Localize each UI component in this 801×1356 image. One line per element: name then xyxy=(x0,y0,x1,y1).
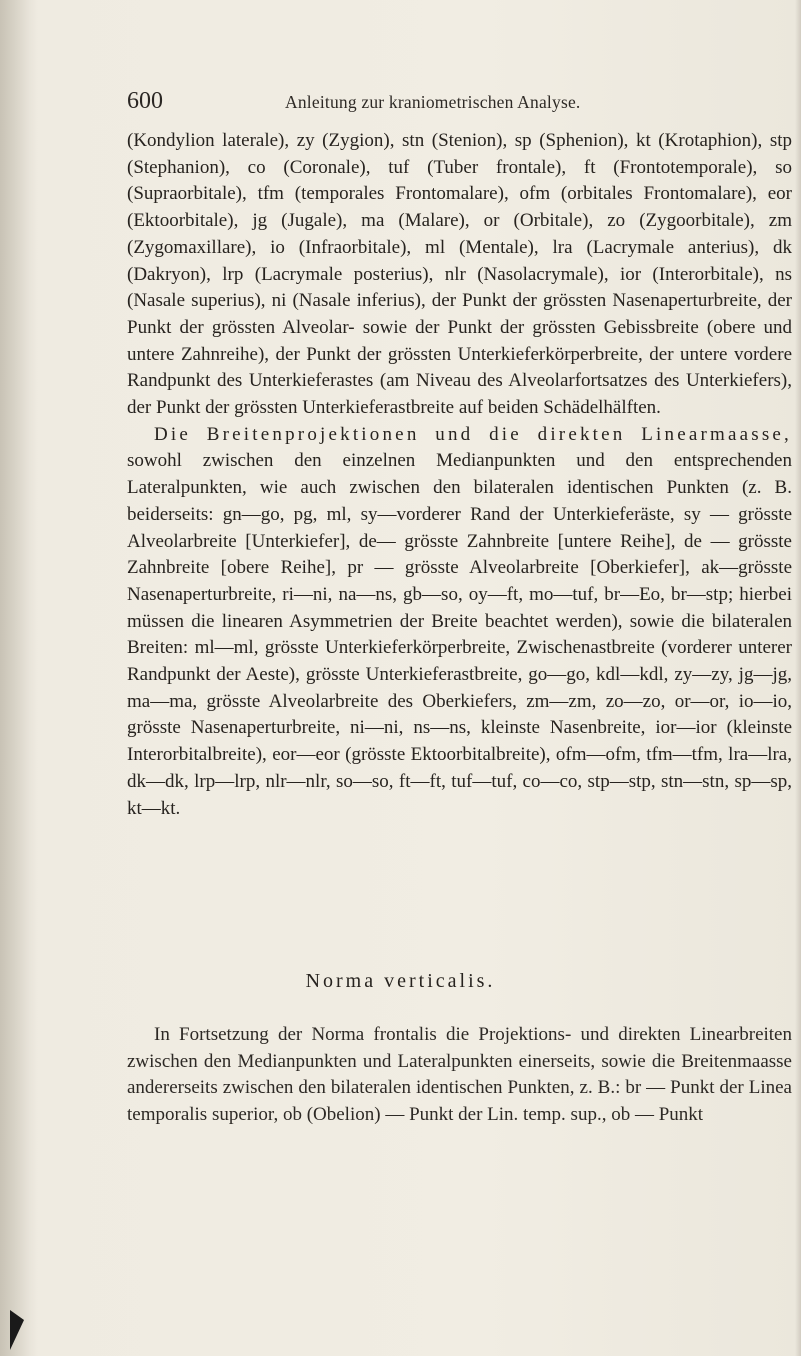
main-text xyxy=(127,128,792,822)
corner-mark xyxy=(10,1310,24,1350)
running-title: Anleitung zur kraniometrischen Analyse. xyxy=(285,92,581,112)
page-number: 600 xyxy=(127,88,163,114)
page-header xyxy=(127,88,787,114)
paragraph-2-lead: Die Breitenprojektionen und die direkten Linearmaasse, xyxy=(154,423,792,445)
paragraph-2-text: sowohl zwischen den einzelnen Medianpunkten und den entsprechenden Lateralpunkten, wie auch zwischen den bilateralen identischen Punkten (z. B. beiderseits: gn—go, pg, ml, sy—vorderer Rand der Unterkieferäste, sy — grösste Alveolarbreite [Unterkiefer], de— grösste Zahnbreite [untere Reihe], de — grösste Zahnbreite [obere Reihe], pr — grösste Alveolarbreite [Oberkiefer], ak—grösste Nasenaperturbreite, ri—ni, na—ns, gb—so, oy—ft, mo—tuf, br—Eo, br—stp; hierbei müssen die linearen Asymmetrien der Breite beachtet werden), sowie die bilateralen Breiten: ml—ml, grösste Unterkieferkörperbreite, Zwischenastbreite (vorderer unterer Randpunkt der Aeste), grösste Unterkieferastbreite, go—go, kdl—kdl, zy—zy, jg—jg, ma—ma, grösste Alveolarbreite des Oberkiefers, zm—zm, zo—zo, or—or, io—io, grösste Nasenaperturbreite, ni—ni, ns—ns, kleinste Nasenbreite, ior—ior (kleinste Interorbitalbreite), eor—eor (grösste Ektoorbitalbreite), ofm—ofm, tfm—tfm, lra—lra, dk—dk, lrp—lrp, nlr—nlr, so—so, ft—ft, tuf—tuf, co—co, stp—stp, stn—stn, sp—sp, kt—kt. xyxy=(127,450,792,819)
page-edge xyxy=(795,0,801,1356)
gutter-shadow xyxy=(0,0,38,1356)
paragraph-1: (Kondylion laterale), zy (Zygion), stn (Stenion), sp (Sphenion), kt (Krotaphion), stp (Stephanion), co (Coronale), tuf (Tuber frontale), ft (Frontotemporale), so (Supraorbitale), tfm (temporales Frontomalare), ofm (orbitales Frontomalare), eor (Ektoorbitale), jg (Jugale), ma (Malare), or (Orbitale), zo (Zygoorbitale), zm (Zygomaxillare), io (Infraorbitale), ml (Mentale), lra (Lacrymale anterius), dk (Dakryon), lrp (Lacrymale posterius), nlr (Nasolacrymale), ior (Interorbitale), ns (Nasale superius), ni (Nasale inferius), der Punkt der grössten Nasenaperturbreite, der Punkt der grössten Alveolar- sowie der Punkt der grössten Gebissbreite (obere und untere Zahnreihe), der Punkt der grössten Unterkieferkörperbreite, der untere vordere Randpunkt des Unterkieferastes (am Niveau des Alveolarfortsatzes des Unterkiefers), der Punkt der grössten Unterkieferastbreite auf beiden Schädelhälften. xyxy=(127,130,792,419)
paragraph-2 xyxy=(127,422,792,823)
paragraph-3: In Fortsetzung der Norma frontalis die Projektions- und direkten Linearbreiten zwischen den Medianpunkten und Lateralpunkten einerseits, sowie die Breitenmaasse andererseits zwischen den bilateralen identischen Punkten, z. B.: br — Punkt der Linea temporalis superior, ob (Obelion) — Punkt der Lin. temp. sup., ob — Punkt xyxy=(127,1024,792,1126)
section-heading: Norma verticalis. xyxy=(305,970,496,992)
